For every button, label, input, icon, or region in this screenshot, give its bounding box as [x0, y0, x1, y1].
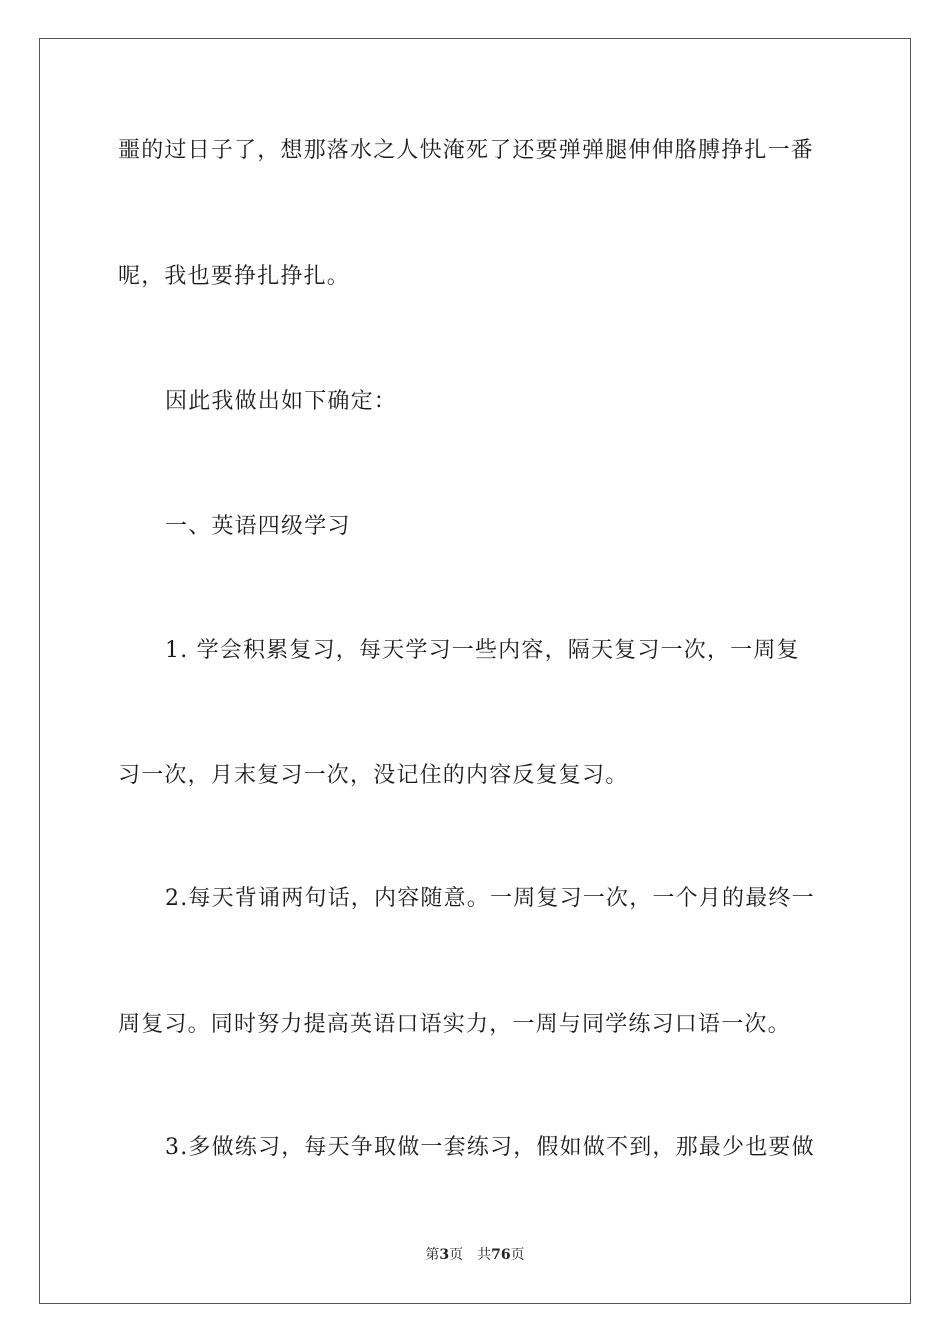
footer-page-suffix: 页 — [449, 1247, 464, 1263]
body-line-3: 因此我做出如下确定： — [165, 389, 398, 414]
body-line-1: 噩的过日子了，想那落水之人快淹死了还要弹弹腿伸伸胳膊挣扎一番 — [118, 138, 815, 163]
footer-total-pages: 76 — [491, 1247, 511, 1263]
body-line-9: 3.多做练习，每天争取做一套练习，假如做不到，那最少也要做 — [165, 1135, 815, 1160]
page-frame — [39, 38, 911, 1304]
body-line-2: 呢，我也要挣扎挣扎。 — [118, 264, 351, 289]
footer-page-prefix: 第 — [425, 1247, 440, 1263]
footer-page-number: 3 — [439, 1247, 450, 1263]
body-line-8: 周复习。同时努力提高英语口语实力，一周与同学练习口语一次。 — [118, 1012, 791, 1037]
footer-total-suffix: 页 — [510, 1247, 525, 1263]
body-line-7: 2.每天背诵两句话，内容随意。一周复习一次，一个月的最终一 — [165, 886, 815, 911]
section-heading: 一、英语四级学习 — [165, 514, 351, 539]
page-footer — [0, 1245, 950, 1265]
footer-total-prefix: 共 — [477, 1247, 492, 1263]
body-line-6: 习一次，月末复习一次，没记住的内容反复复习。 — [118, 763, 629, 788]
body-line-5: 1. 学会积累复习，每天学习一些内容，隔天复习一次，一周复 — [165, 638, 800, 663]
